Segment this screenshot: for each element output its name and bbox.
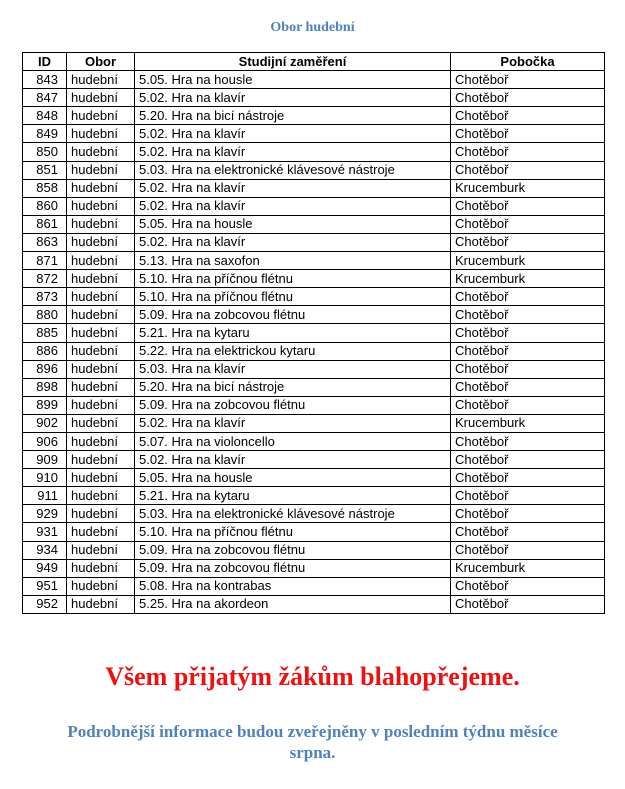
cell-id: 896: [23, 360, 67, 378]
cell-pobocka: Chotěboř: [451, 595, 605, 613]
cell-obor: hudební: [67, 378, 135, 396]
cell-obor: hudební: [67, 107, 135, 125]
table-row: [23, 270, 605, 288]
cell-zamereni: 5.02. Hra na klavír: [135, 179, 451, 197]
cell-pobocka: Chotěboř: [451, 451, 605, 469]
cell-obor: hudební: [67, 161, 135, 179]
cell-id: 872: [23, 270, 67, 288]
cell-pobocka: Chotěboř: [451, 125, 605, 143]
congratulation-message: Všem přijatým žákům blahopřejeme.: [105, 662, 520, 691]
cell-obor: hudební: [67, 360, 135, 378]
cell-zamereni: 5.13. Hra na saxofon: [135, 252, 451, 270]
cell-pobocka: Chotěboř: [451, 577, 605, 595]
cell-id: 873: [23, 288, 67, 306]
table-row: [23, 396, 605, 414]
cell-obor: hudební: [67, 179, 135, 197]
cell-obor: hudební: [67, 71, 135, 89]
cell-obor: hudební: [67, 487, 135, 505]
cell-zamereni: 5.09. Hra na zobcovou flétnu: [135, 559, 451, 577]
cell-zamereni: 5.02. Hra na klavír: [135, 451, 451, 469]
cell-obor: hudební: [67, 89, 135, 107]
cell-id: 885: [23, 324, 67, 342]
cell-id: 858: [23, 179, 67, 197]
table-row: [23, 125, 605, 143]
cell-id: 848: [23, 107, 67, 125]
table-row: [23, 487, 605, 505]
table-row: [23, 469, 605, 487]
cell-obor: hudební: [67, 541, 135, 559]
cell-id: 860: [23, 197, 67, 215]
table-row: [23, 432, 605, 450]
table-row: [23, 233, 605, 251]
cell-pobocka: Chotěboř: [451, 324, 605, 342]
cell-obor: hudební: [67, 505, 135, 523]
cell-zamereni: 5.09. Hra na zobcovou flétnu: [135, 396, 451, 414]
table-header-row: [23, 53, 605, 71]
table-row: [23, 306, 605, 324]
table-row: [23, 71, 605, 89]
cell-zamereni: 5.10. Hra na příčnou flétnu: [135, 523, 451, 541]
info-message: Podrobnější informace budou zveřejněny v posledním týdnu měsíce srpna.: [67, 722, 558, 762]
cell-pobocka: Chotěboř: [451, 360, 605, 378]
table-row: [23, 541, 605, 559]
table-row: [23, 252, 605, 270]
cell-pobocka: Chotěboř: [451, 378, 605, 396]
cell-zamereni: 5.20. Hra na bicí nástroje: [135, 378, 451, 396]
page-heading: Obor hudební: [270, 20, 355, 35]
column-header-zamereni: Studijní zaměření: [135, 53, 451, 71]
cell-id: 910: [23, 469, 67, 487]
table-row: [23, 107, 605, 125]
cell-id: 847: [23, 89, 67, 107]
cell-id: 909: [23, 451, 67, 469]
cell-obor: hudební: [67, 432, 135, 450]
cell-obor: hudební: [67, 577, 135, 595]
cell-obor: hudební: [67, 414, 135, 432]
cell-id: 898: [23, 378, 67, 396]
cell-pobocka: Chotěboř: [451, 523, 605, 541]
cell-pobocka: Chotěboř: [451, 233, 605, 251]
cell-zamereni: 5.09. Hra na zobcovou flétnu: [135, 541, 451, 559]
table-row: [23, 89, 605, 107]
cell-obor: hudební: [67, 306, 135, 324]
cell-id: 931: [23, 523, 67, 541]
cell-zamereni: 5.03. Hra na elektronické klávesové nástroje: [135, 505, 451, 523]
cell-pobocka: Chotěboř: [451, 432, 605, 450]
table-row: [23, 197, 605, 215]
cell-pobocka: Chotěboř: [451, 306, 605, 324]
column-header-obor: Obor: [67, 53, 135, 71]
cell-zamereni: 5.02. Hra na klavír: [135, 125, 451, 143]
table-row: [23, 378, 605, 396]
cell-id: 929: [23, 505, 67, 523]
table-row: [23, 595, 605, 613]
cell-zamereni: 5.21. Hra na kytaru: [135, 324, 451, 342]
cell-id: 911: [23, 487, 67, 505]
cell-zamereni: 5.02. Hra na klavír: [135, 414, 451, 432]
cell-zamereni: 5.05. Hra na housle: [135, 469, 451, 487]
cell-pobocka: Chotěboř: [451, 89, 605, 107]
cell-zamereni: 5.10. Hra na příčnou flétnu: [135, 288, 451, 306]
cell-pobocka: Chotěboř: [451, 71, 605, 89]
column-header-id: ID: [23, 53, 67, 71]
cell-pobocka: Chotěboř: [451, 342, 605, 360]
cell-zamereni: 5.22. Hra na elektrickou kytaru: [135, 342, 451, 360]
table-row: [23, 360, 605, 378]
cell-obor: hudební: [67, 233, 135, 251]
cell-obor: hudební: [67, 559, 135, 577]
cell-zamereni: 5.09. Hra na zobcovou flétnu: [135, 306, 451, 324]
cell-pobocka: Krucemburk: [451, 559, 605, 577]
cell-id: 843: [23, 71, 67, 89]
cell-pobocka: Chotěboř: [451, 288, 605, 306]
table-row: [23, 414, 605, 432]
table-row: [23, 451, 605, 469]
cell-pobocka: Krucemburk: [451, 179, 605, 197]
cell-id: 934: [23, 541, 67, 559]
table-row: [23, 288, 605, 306]
cell-pobocka: Krucemburk: [451, 270, 605, 288]
cell-pobocka: Chotěboř: [451, 143, 605, 161]
cell-pobocka: Chotěboř: [451, 107, 605, 125]
cell-obor: hudební: [67, 270, 135, 288]
table-row: [23, 342, 605, 360]
cell-id: 880: [23, 306, 67, 324]
cell-zamereni: 5.03. Hra na klavír: [135, 360, 451, 378]
cell-id: 861: [23, 215, 67, 233]
cell-id: 952: [23, 595, 67, 613]
table-body: [23, 71, 605, 614]
cell-obor: hudební: [67, 342, 135, 360]
cell-zamereni: 5.25. Hra na akordeon: [135, 595, 451, 613]
cell-pobocka: Chotěboř: [451, 541, 605, 559]
table-row: [23, 161, 605, 179]
cell-zamereni: 5.03. Hra na elektronické klávesové nástroje: [135, 161, 451, 179]
table-row: [23, 143, 605, 161]
cell-obor: hudební: [67, 288, 135, 306]
cell-pobocka: Chotěboř: [451, 197, 605, 215]
cell-zamereni: 5.05. Hra na housle: [135, 71, 451, 89]
cell-id: 886: [23, 342, 67, 360]
cell-zamereni: 5.02. Hra na klavír: [135, 89, 451, 107]
cell-id: 902: [23, 414, 67, 432]
cell-id: 906: [23, 432, 67, 450]
cell-zamereni: 5.05. Hra na housle: [135, 215, 451, 233]
cell-pobocka: Krucemburk: [451, 252, 605, 270]
cell-obor: hudební: [67, 197, 135, 215]
cell-zamereni: 5.10. Hra na příčnou flétnu: [135, 270, 451, 288]
cell-zamereni: 5.21. Hra na kytaru: [135, 487, 451, 505]
cell-obor: hudební: [67, 125, 135, 143]
cell-id: 851: [23, 161, 67, 179]
cell-id: 871: [23, 252, 67, 270]
table-row: [23, 559, 605, 577]
cell-zamereni: 5.02. Hra na klavír: [135, 143, 451, 161]
table-row: [23, 215, 605, 233]
cell-obor: hudební: [67, 451, 135, 469]
cell-pobocka: Chotěboř: [451, 161, 605, 179]
cell-id: 899: [23, 396, 67, 414]
cell-obor: hudební: [67, 324, 135, 342]
cell-id: 863: [23, 233, 67, 251]
cell-pobocka: Chotěboř: [451, 215, 605, 233]
column-header-pobocka: Pobočka: [451, 53, 605, 71]
cell-pobocka: Krucemburk: [451, 414, 605, 432]
cell-obor: hudební: [67, 215, 135, 233]
cell-zamereni: 5.02. Hra na klavír: [135, 233, 451, 251]
admissions-table: [22, 52, 605, 614]
cell-pobocka: Chotěboř: [451, 487, 605, 505]
table-row: [23, 523, 605, 541]
cell-obor: hudební: [67, 252, 135, 270]
cell-pobocka: Chotěboř: [451, 396, 605, 414]
cell-id: 949: [23, 559, 67, 577]
cell-pobocka: Chotěboř: [451, 505, 605, 523]
cell-obor: hudební: [67, 469, 135, 487]
table-row: [23, 505, 605, 523]
cell-obor: hudební: [67, 143, 135, 161]
cell-obor: hudební: [67, 595, 135, 613]
cell-zamereni: 5.08. Hra na kontrabas: [135, 577, 451, 595]
cell-obor: hudební: [67, 396, 135, 414]
table-row: [23, 179, 605, 197]
table-row: [23, 324, 605, 342]
cell-obor: hudební: [67, 523, 135, 541]
cell-zamereni: 5.20. Hra na bicí nástroje: [135, 107, 451, 125]
cell-id: 951: [23, 577, 67, 595]
cell-pobocka: Chotěboř: [451, 469, 605, 487]
cell-id: 849: [23, 125, 67, 143]
cell-id: 850: [23, 143, 67, 161]
table-row: [23, 577, 605, 595]
cell-zamereni: 5.02. Hra na klavír: [135, 197, 451, 215]
cell-zamereni: 5.07. Hra na violoncello: [135, 432, 451, 450]
